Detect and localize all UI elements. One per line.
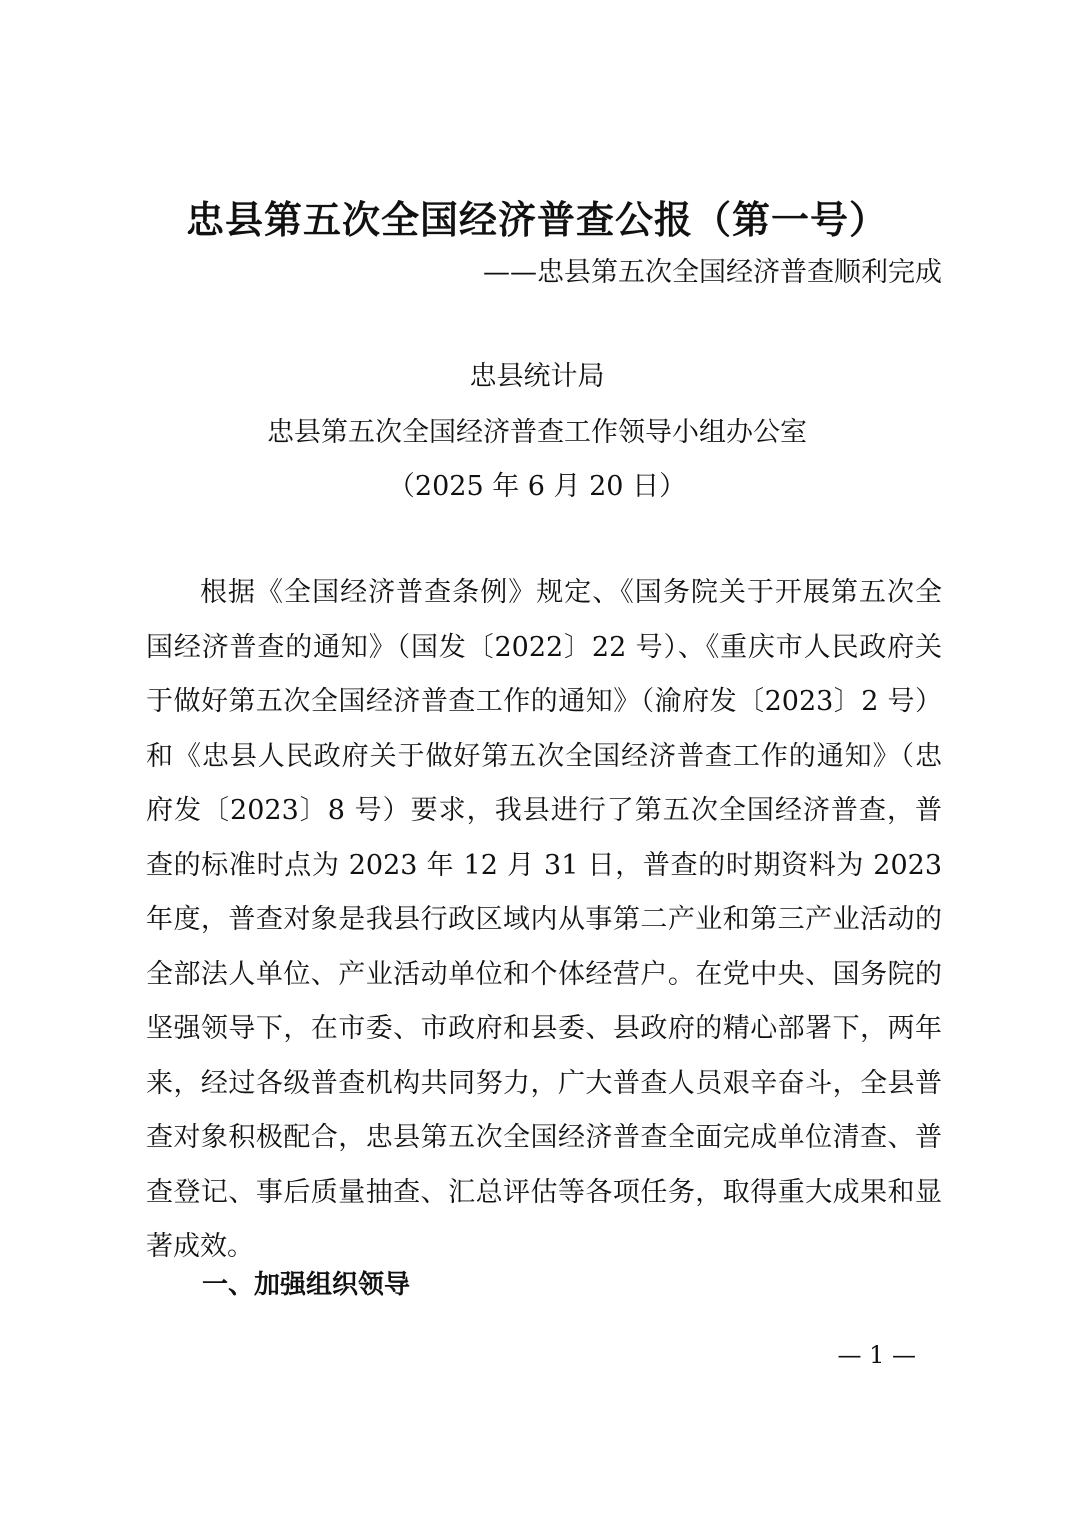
document-subtitle: ——忠县第五次全国经济普查顺利完成	[483, 257, 942, 288]
section-heading: 一、加强组织领导	[202, 1270, 411, 1300]
document-title: 忠县第五次全国经济普查公报（第一号）	[185, 198, 888, 242]
page-number: — 1 —	[837, 1341, 916, 1369]
issuer-statistics-bureau: 忠县统计局	[469, 361, 605, 392]
issuer-census-office: 忠县第五次全国经济普查工作领导小组办公室	[267, 417, 807, 448]
body-paragraph: 根据《全国经济普查条例》规定、《国务院关于开展第五次全国经济普查的通知》（国发〔2022〕22 号）、《重庆市人民政府关于做好第五次全国经济普查工作的通知》（渝府发〔2023〕2 号）和《忠县人民政府关于做好第五次全国经济普查工作的通知》（忠府发〔2023〕8 号）要求，我县进行了第五次全国经济普查，普查的标准时点为 2023 年 12 月 31 日，普查的时期资料为 2023 年度，普查对象是我县行政区域内从事第二产业和第三产业活动的全部法人单位、产业活动单位和个体经营户。在党中央、国务院的坚强领导下，在市委、市政府和县委、县政府的精心部署下，两年来，经过各级普查机构共同努力，广大普查人员艰辛奋斗，全县普查对象积极配合，忠县第五次全国经济普查全面完成单位清查、普查登记、事后质量抽查、汇总评估等各项任务，取得重大成果和显著成效。	[146, 577, 942, 1262]
publication-date: （2025 年 6 月 20 日）	[387, 471, 687, 502]
